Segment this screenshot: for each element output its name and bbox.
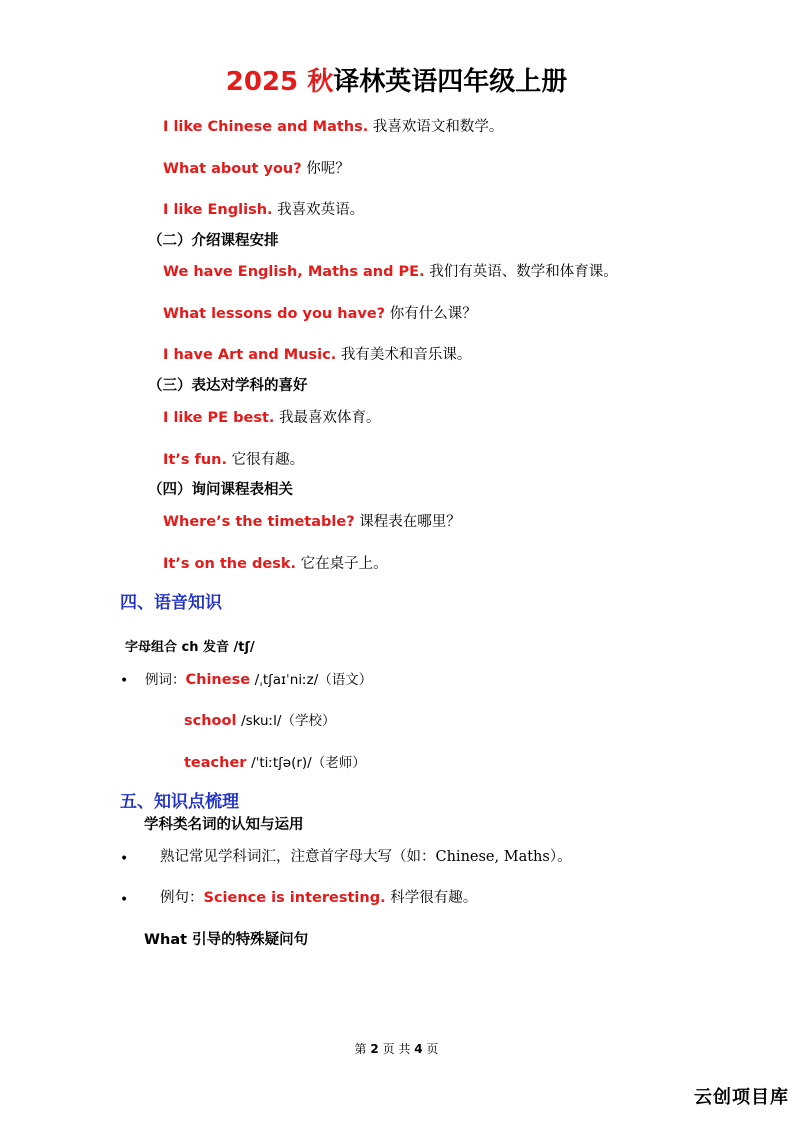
- chinese-translation: 你有什么课？: [389, 306, 477, 322]
- phonetic: /skuːl/: [241, 713, 282, 729]
- chinese-translation: 你呢？: [306, 161, 350, 177]
- example-word: teacher: [184, 755, 247, 771]
- subheading: （四）询问课程表相关: [148, 482, 293, 498]
- section-heading-knowledge: 五、知识点梳理: [120, 792, 239, 812]
- sentence-line: [163, 199, 364, 221]
- chinese-translation: 我喜欢语文和数学。: [372, 119, 504, 135]
- knowledge-bullet: 熟记常见学科词汇，注意首字母大写（如：Chinese, Maths）。: [160, 849, 572, 865]
- word-meaning: （老师）: [311, 755, 366, 771]
- sentence-line: [163, 116, 503, 138]
- footer-text: 页: [426, 1042, 439, 1056]
- chinese-translation: 它很有趣。: [231, 452, 305, 468]
- example-word-line: [184, 710, 335, 732]
- example-label: 例句：: [160, 890, 204, 906]
- footer-text: 页 共: [382, 1042, 411, 1056]
- example-word-line: [145, 669, 372, 691]
- english-sentence: It’s fun.: [163, 452, 227, 468]
- english-sentence: I like English.: [163, 202, 273, 218]
- sentence-line: [163, 303, 477, 325]
- example-word: school: [184, 713, 237, 729]
- bullet-dot: •: [120, 673, 129, 689]
- page-number: 2: [370, 1042, 379, 1056]
- chinese-translation: 它在桌子上。: [300, 556, 388, 572]
- sentence-line: [163, 344, 471, 366]
- chinese-translation: 科学很有趣。: [390, 890, 478, 906]
- page-total: 4: [414, 1042, 423, 1056]
- subheading: What 引导的特殊疑问句: [144, 932, 309, 948]
- sentence-line: [163, 158, 350, 180]
- chinese-translation: 课程表在哪里？: [359, 514, 461, 530]
- word-meaning: （语文）: [318, 672, 373, 688]
- chinese-translation: 我有美术和音乐课。: [340, 347, 472, 363]
- english-sentence: What about you?: [163, 161, 302, 177]
- subheading: （三）表达对学科的喜好: [148, 378, 308, 394]
- english-sentence: I have Art and Music.: [163, 347, 337, 363]
- section-heading-phonics: 四、语音知识: [120, 593, 222, 613]
- chinese-translation: 我喜欢英语。: [277, 202, 365, 218]
- sentence-line: [163, 553, 388, 575]
- sentence-line: [163, 261, 618, 283]
- subheading: （二）介绍课程安排: [148, 233, 279, 249]
- bullet-dot: •: [120, 892, 129, 908]
- english-sentence: Where’s the timetable?: [163, 514, 355, 530]
- english-sentence: Science is interesting.: [203, 890, 386, 906]
- page-footer: [0, 1040, 793, 1057]
- english-sentence: We have English, Maths and PE.: [163, 264, 425, 280]
- phonics-rule: 字母组合 ch 发音 /tʃ/: [125, 640, 255, 655]
- english-sentence: What lessons do you have?: [163, 306, 386, 322]
- phonetic: /ˌtʃaɪˈniːz/: [254, 672, 319, 688]
- title-text: 译林英语四年级上册: [333, 67, 568, 97]
- english-sentence: I like Chinese and Maths.: [163, 119, 369, 135]
- knowledge-bullet: [160, 887, 477, 909]
- sentence-line: [163, 449, 304, 471]
- chinese-translation: 我最喜欢体育。: [279, 410, 381, 426]
- page-title: [0, 62, 793, 102]
- footer-text: 第: [354, 1042, 367, 1056]
- phonetic: /ˈtiːtʃə(r)/: [251, 755, 312, 771]
- title-year: 2025 秋: [225, 67, 334, 97]
- brand-watermark: 云创项目库: [694, 1087, 789, 1108]
- example-label: 例词：: [145, 672, 186, 688]
- example-word: Chinese: [185, 672, 251, 688]
- example-word-line: [184, 752, 366, 774]
- english-sentence: It’s on the desk.: [163, 556, 296, 572]
- english-sentence: I like PE best.: [163, 410, 275, 426]
- word-meaning: （学校）: [281, 713, 336, 729]
- subheading: 学科类名词的认知与运用: [144, 817, 304, 833]
- chinese-translation: 我们有英语、数学和体育课。: [429, 264, 618, 280]
- sentence-line: [163, 407, 381, 429]
- sentence-line: [163, 511, 461, 533]
- bullet-dot: •: [120, 851, 129, 867]
